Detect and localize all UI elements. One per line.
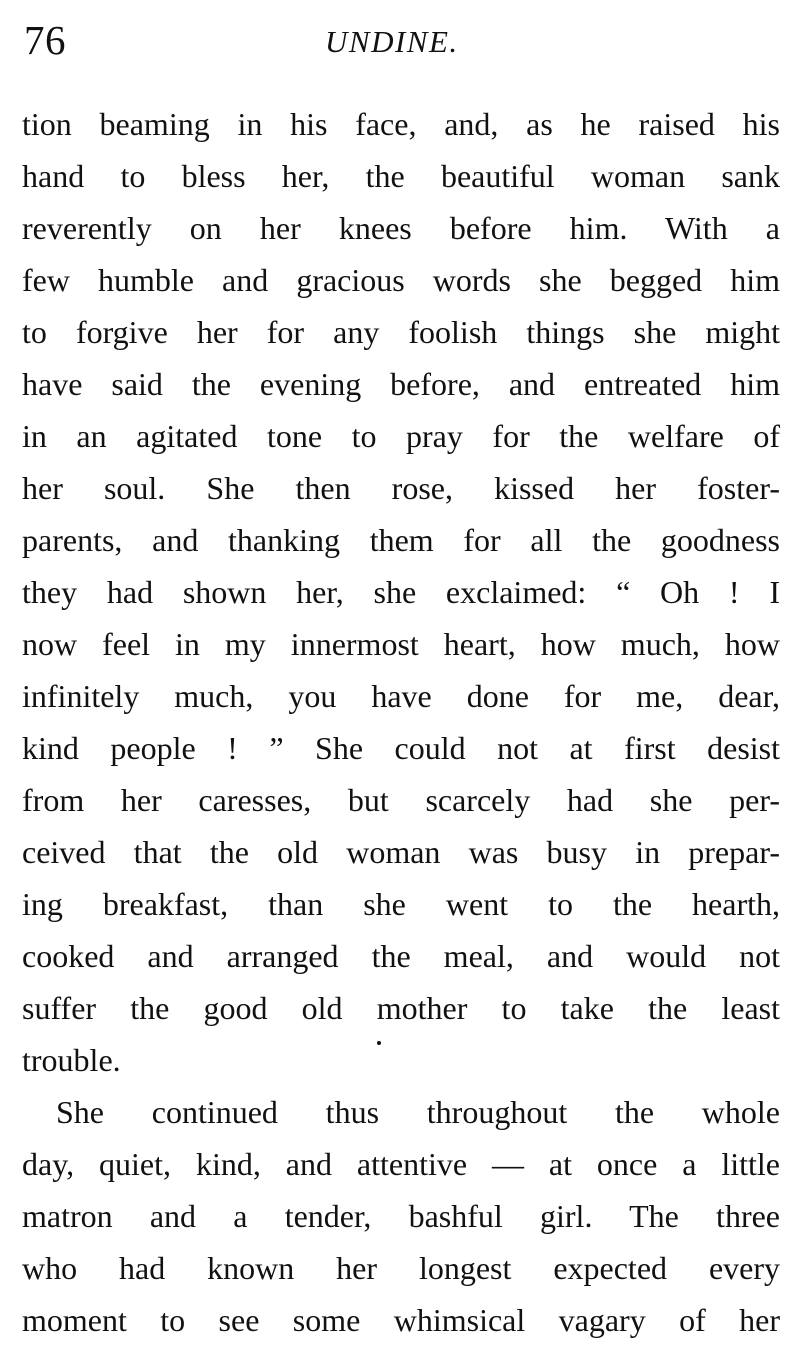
paragraph-1 [22,98,780,1086]
text-line: moment to see some whimsical vagary of her [22,1302,780,1338]
text-line: day, quiet, kind, and attentive — at once a little [22,1146,780,1182]
ink-speck [377,1041,381,1045]
text-line: tion beaming in his face, and, as he raised his [22,106,780,142]
text-line: parents, and thanking them for all the goodness [22,522,780,558]
text-line: her soul. She then rose, kissed her foster- [22,470,780,506]
text-line: reverently on her knees before him. With a [22,210,780,246]
text-line: matron and a tender, bashful girl. The three [22,1198,780,1234]
paragraph-2 [22,1086,780,1346]
page-header [0,14,802,74]
text-line: from her caresses, but scarcely had she per- [22,782,780,818]
text-line: hand to bless her, the beautiful woman sank [22,158,780,194]
text-line: infinitely much, you have done for me, dear, [22,678,780,714]
running-title: UNDINE. [325,24,459,59]
text-line: they had shown her, she exclaimed: “ Oh ! I [22,574,780,610]
text-line: now feel in my innermost heart, how much, how [22,626,780,662]
text-line: in an agitated tone to pray for the welfare of [22,418,780,454]
text-line: cooked and arranged the meal, and would not [22,938,780,974]
text-line: suffer the good old mother to take the least [22,990,780,1026]
text-line: few humble and gracious words she begged him [22,262,780,298]
text-line: to forgive her for any foolish things she might [22,314,780,350]
text-line: ing breakfast, than she went to the hearth, [22,886,780,922]
text-line: ceived that the old woman was busy in prepar- [22,834,780,870]
text-line: kind people ! ” She could not at first desist [22,730,780,766]
body-text [22,98,780,1346]
text-line: She continued thus throughout the whole [56,1094,780,1130]
text-line: trouble. [22,1042,121,1078]
page-number: 76 [24,17,66,63]
text-line: have said the evening before, and entreated him [22,366,780,402]
text-line: who had known her longest expected every [22,1250,780,1286]
